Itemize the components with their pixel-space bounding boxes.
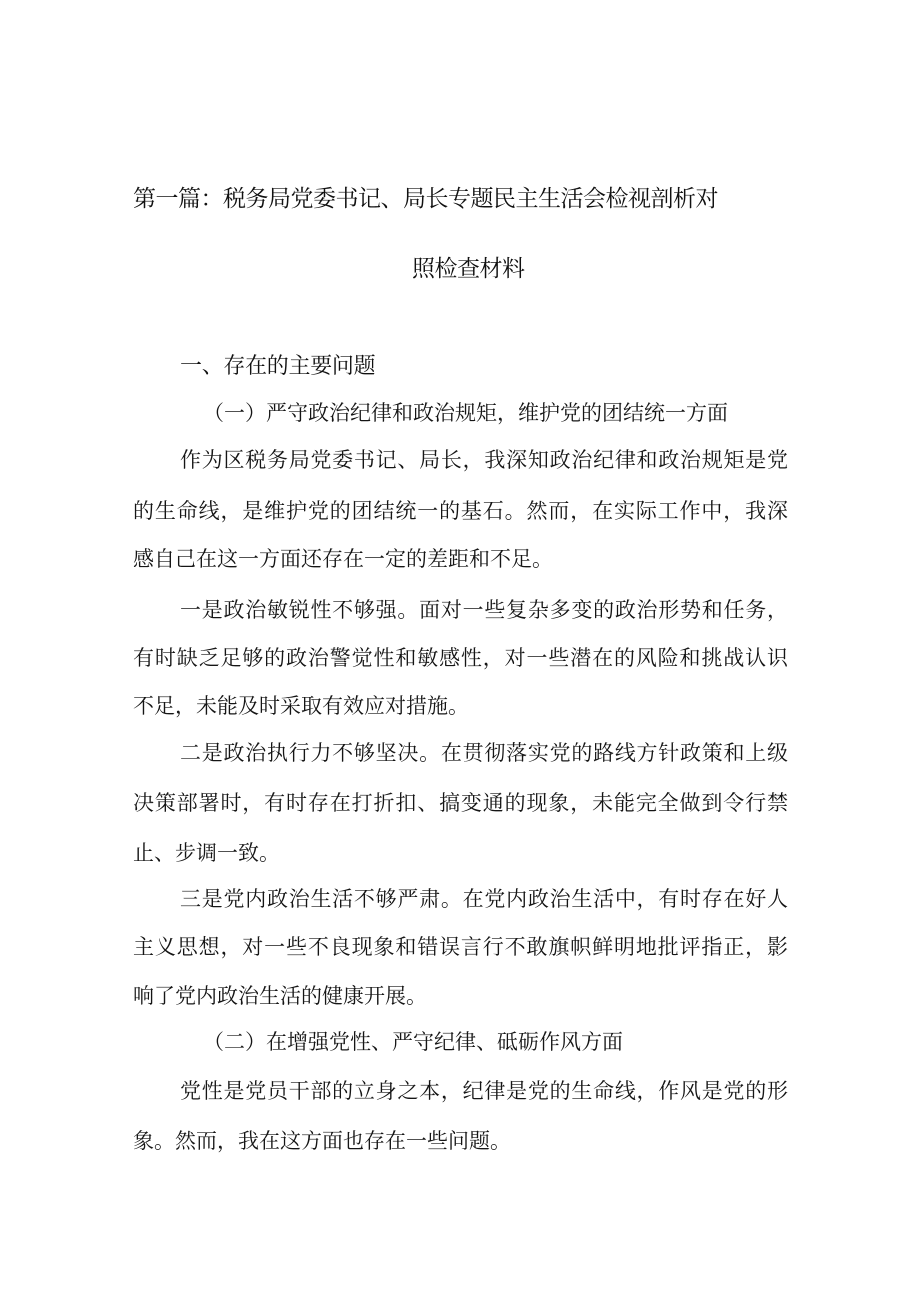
paragraph-1-line: 的生命线，是维护党的团结统一的基石。然而，在实际工作中，我深 [133, 499, 788, 523]
paragraph-4-line: 主义思想，对一些不良现象和错误言行不敢旗帜鲜明地批评指正，影 [133, 935, 788, 959]
paragraph-3-line: 二是政治执行力不够坚决。在贯彻落实党的路线方针政策和上级 [180, 741, 788, 765]
paragraph-4-line: 三是党内政治生活不够严肃。在党内政治生活中，有时存在好人 [180, 887, 788, 911]
paragraph-3-line: 止、步调一致。 [133, 841, 280, 865]
paragraph-1-line: 作为区税务局党委书记、局长，我深知政治纪律和政治规矩是党 [180, 448, 788, 472]
paragraph-2-line: 有时缺乏足够的政治警觉性和敏感性，对一些潜在的风险和挑战认识 [133, 646, 788, 670]
paragraph-3-line: 决策部署时，有时存在打折扣、搞变通的现象，未能完全做到令行禁 [133, 791, 788, 815]
paragraph-5-line: 象。然而，我在这方面也存在一些问题。 [133, 1129, 511, 1153]
section-heading-problems: 一、存在的主要问题 [180, 354, 376, 379]
paragraph-1-line: 感自己在这一方面还存在一定的差距和不足。 [133, 547, 553, 571]
subsection-heading-2: （二）在增强党性、严守纪律、砥砺作风方面 [203, 1030, 623, 1054]
document-title-line-2: 照检查材料 [412, 256, 525, 282]
subsection-heading-1: （一）严守政治纪律和政治规矩，维护党的团结统一方面 [203, 401, 728, 425]
paragraph-5-line: 党性是党员干部的立身之本，纪律是党的生命线，作风是党的形 [180, 1079, 788, 1103]
paragraph-2-line: 不足，未能及时采取有效应对措施。 [133, 694, 469, 718]
paragraph-4-line: 响了党内政治生活的健康开展。 [133, 984, 427, 1008]
document-title-line-1: 第一篇：税务局党委书记、局长专题民主生活会检视剖析对 [133, 186, 718, 212]
paragraph-2-line: 一是政治敏锐性不够强。面对一些复杂多变的政治形势和任务， [180, 598, 788, 622]
